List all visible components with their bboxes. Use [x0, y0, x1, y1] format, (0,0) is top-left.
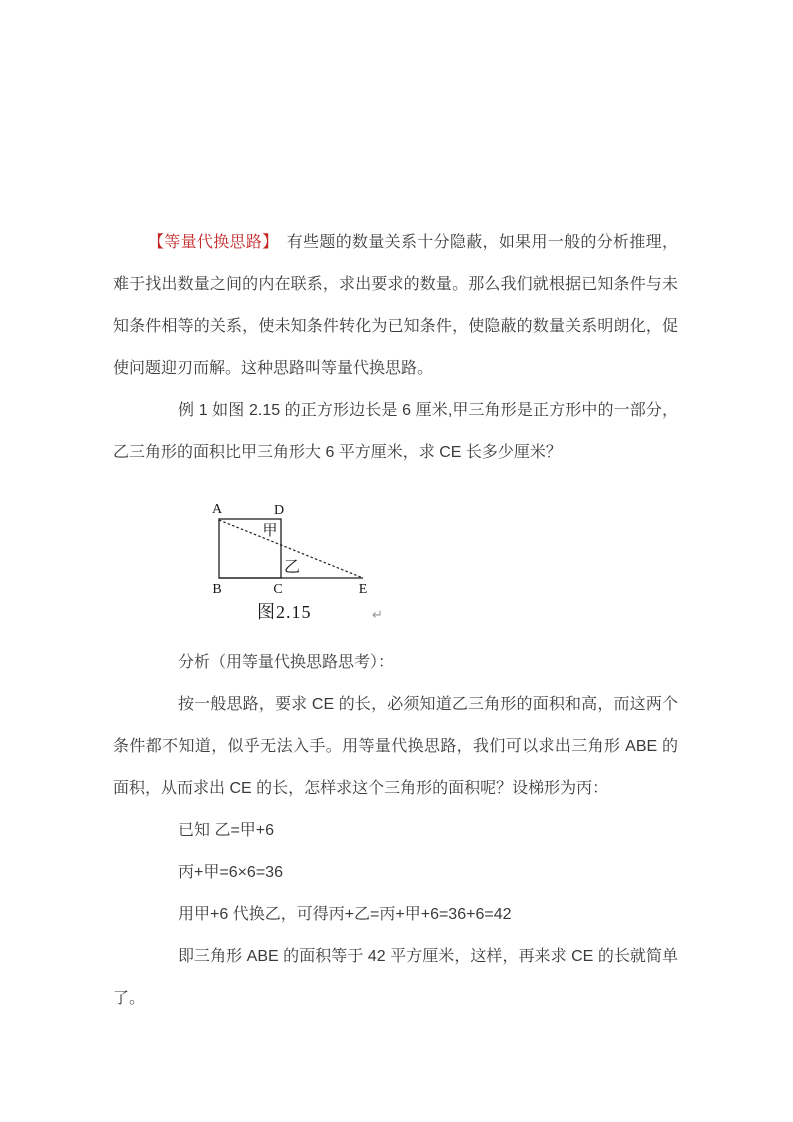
analysis-heading: 分析（用等量代换思路思考）： — [178, 654, 395, 671]
figure-caption: 图2.15 — [257, 602, 312, 622]
vertex-c-label: C — [273, 582, 283, 597]
analysis-paragraph: 按一般思路，要求 CE 的长，必须知道乙三角形的面积和高，而这两个条件都不知道，似乎无法入手。用等量代换思路，我们可以求出三角形 ABE 的面积，从而求出 CE 的长，怎样求这个三角形的面积呢？设梯形为丙： — [113, 696, 678, 797]
equation-line-1: 已知 乙=甲+6 — [178, 822, 275, 839]
figure-2-15 — [200, 495, 400, 635]
conclusion-paragraph: 即三角形 ABE 的面积等于 42 平方厘米，这样，再来求 CE 的长就简单了。 — [113, 948, 678, 1007]
intro-paragraph — [113, 222, 678, 390]
vertex-a-label: A — [211, 502, 223, 517]
vertex-b-label: B — [212, 582, 222, 597]
figure-block — [113, 474, 678, 642]
region-jia-label: 甲 — [262, 523, 278, 539]
equation-line-2: 丙+甲=6×6=36 — [178, 864, 283, 881]
equation-line-3: 用甲+6 代换乙，可得丙+乙=丙+甲+6=36+6=42 — [178, 906, 512, 923]
vertex-d-label: D — [273, 503, 285, 518]
intro-body: 有些题的数量关系十分隐蔽，如果用一般的分析推理，难于找出数量之间的内在联系，求出要求的数量。那么我们就根据已知条件与未知条件相等的关系，使未知条件转化为已知条件，使隐蔽的数量关系明朗化，促使问题迎刃而解。这种思路叫等量代换思路。 — [113, 234, 678, 377]
example-paragraph: 例 1 如图 2.15 的正方形边长是 6 厘米,甲三角形是正方形中的一部分，乙三角形的面积比甲三角形大 6 平方厘米，求 CE 长多少厘米？ — [113, 402, 678, 461]
intro-label: 【等量代换思路】 — [148, 234, 271, 251]
vertex-e-label: E — [358, 582, 368, 597]
region-yi-label: 乙 — [283, 559, 301, 576]
line-break-mark-icon: ↵ — [372, 608, 383, 623]
